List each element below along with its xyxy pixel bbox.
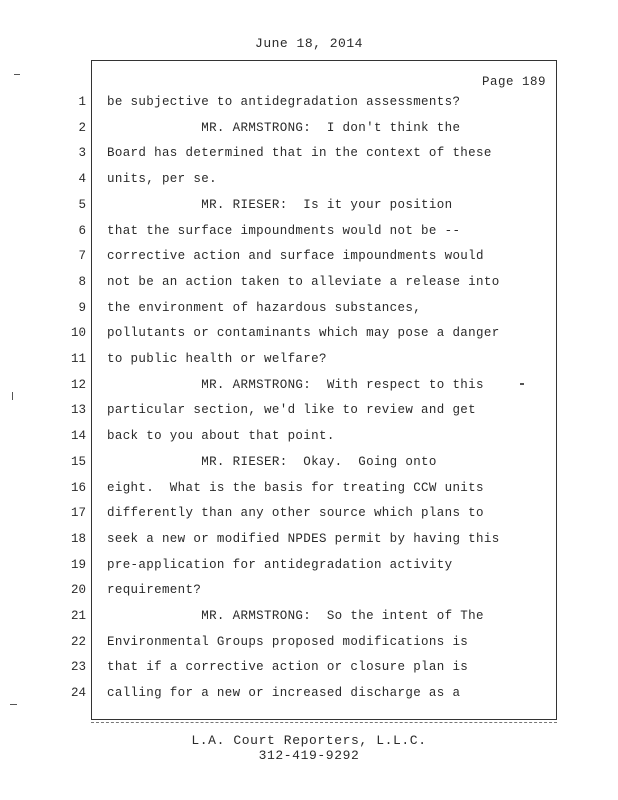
line-number: 12 — [70, 377, 86, 392]
transcript-line: the environment of hazardous substances, — [107, 300, 422, 315]
line-number: 19 — [70, 557, 86, 572]
line-number: 5 — [78, 197, 86, 212]
line-number: 2 — [78, 120, 86, 135]
transcript-line: corrective action and surface impoundments would — [107, 249, 484, 264]
transcript-line: be subjective to antidegradation assessments? — [107, 95, 461, 109]
transcript-line: units, per se. — [107, 172, 217, 187]
transcript-line: back to you about that point. — [107, 429, 335, 444]
transcript-line: calling for a new or increased discharge as a — [107, 686, 461, 701]
line-number: 21 — [70, 609, 86, 623]
footer-company: L.A. Court Reporters, L.L.C. — [191, 733, 427, 748]
transcript-line: seek a new or modified NPDES permit by having this — [107, 531, 500, 546]
line-number: 22 — [70, 634, 86, 649]
transcript-line: that if a corrective action or closure plan is — [107, 660, 469, 675]
line-number: 9 — [78, 300, 86, 315]
line-number: 14 — [70, 429, 86, 444]
line-number: 4 — [78, 172, 86, 187]
transcript-line: MR. ARMSTRONG: So the intent of The — [107, 609, 484, 623]
transcript-line: particular section, we'd like to review and get — [107, 403, 477, 418]
line-number: 16 — [70, 480, 86, 495]
line-number: 8 — [78, 274, 86, 289]
line-number: 10 — [70, 326, 86, 341]
transcript-line: Environmental Groups proposed modifications is — [107, 634, 469, 649]
page-number: Page 189 — [481, 75, 546, 89]
line-number: 11 — [70, 352, 86, 366]
transcript-line: eight. What is the basis for treating CCW units — [107, 480, 484, 495]
scan-speck — [520, 383, 524, 385]
scan-speck — [10, 704, 17, 705]
line-number: 15 — [70, 454, 86, 469]
line-number: 20 — [70, 583, 86, 598]
transcript-line: requirement? — [107, 583, 202, 598]
line-number: 1 — [78, 95, 86, 109]
scan-speck — [14, 74, 20, 75]
transcript-line: MR. ARMSTRONG: I don't think the — [107, 120, 461, 135]
line-number: 3 — [78, 146, 86, 161]
transcript-line: pollutants or contaminants which may pose a danger — [107, 326, 500, 341]
frame-bottom-edge — [91, 722, 557, 725]
transcript-line: that the surface impoundments would not be -- — [107, 223, 461, 238]
page-date: June 18, 2014 — [255, 36, 363, 51]
line-number: 6 — [78, 223, 86, 238]
line-number: 23 — [70, 660, 86, 675]
line-number: 7 — [78, 249, 86, 264]
transcript-line: differently than any other source which plans to — [107, 506, 484, 521]
line-number: 18 — [70, 531, 86, 546]
footer-phone: 312-419-9292 — [258, 748, 360, 763]
line-number: 24 — [70, 686, 86, 701]
line-number: 17 — [70, 506, 86, 521]
scan-speck — [12, 392, 13, 400]
transcript-line: to public health or welfare? — [107, 352, 327, 366]
line-number: 13 — [70, 403, 86, 418]
transcript-line: Board has determined that in the context of these — [107, 146, 492, 161]
transcript-line: MR. RIESER: Okay. Going onto — [107, 454, 437, 469]
transcript-line: not be an action taken to alleviate a release into — [107, 274, 500, 289]
transcript-line: MR. RIESER: Is it your position — [107, 197, 453, 212]
transcript-line: MR. ARMSTRONG: With respect to this — [107, 377, 484, 392]
transcript-line: pre-application for antidegradation activity — [107, 557, 453, 572]
